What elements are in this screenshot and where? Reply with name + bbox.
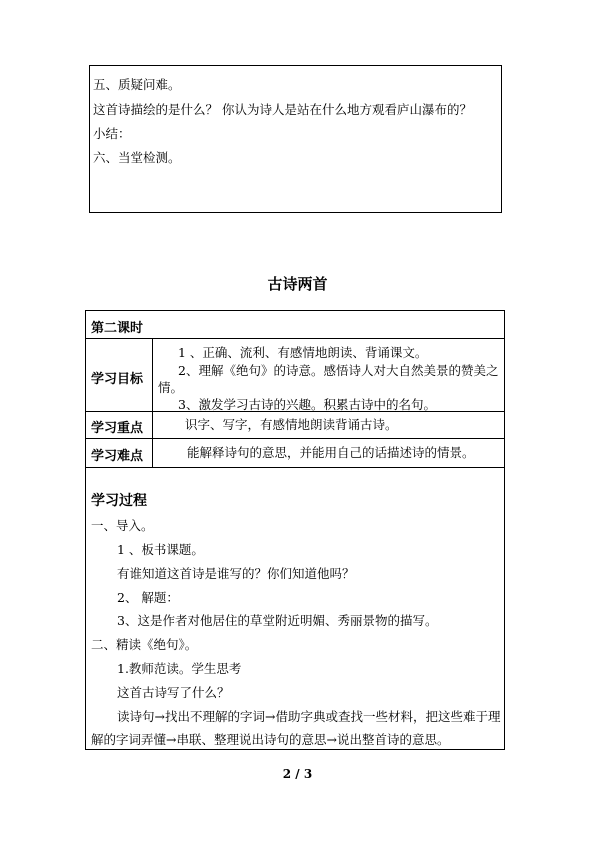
process-line: 3、这是作者对他居住的草堂附近明媚、秀丽景物的描写。 [117,613,438,628]
table-divider [85,467,505,468]
process-line: 2、 解题： [117,590,179,605]
process-line: 一、导入。 [91,518,154,533]
page-number: 2 / 3 [282,767,313,781]
process-line: 1.教师范读。学生思考 [117,661,242,676]
table-column-divider [152,338,153,467]
summary-label: 小结： [93,126,131,141]
difficulty-text: 能解释诗句的意思，并能用自己的话描述诗的情景。 [187,445,475,460]
goals-label: 学习目标 [91,372,144,387]
discussion-question: 这首诗描绘的是什么？ 你认为诗人是站在什么地方观看庐山瀑布的？ [93,102,472,117]
table-divider [85,338,505,339]
doubt-section-heading: 五、质疑问难。 [93,77,181,92]
difficulty-label: 学习难点 [91,449,144,464]
process-line: 有谁知道这首诗是谁写的？你们知道他吗？ [117,566,355,581]
table-divider [85,438,505,439]
process-line: 二、精读《绝句》。 [91,637,198,652]
lesson-period-header: 第二课时 [91,321,144,336]
goal-item: 情。 [158,380,184,395]
process-line: 1 、板书课题。 [117,542,204,557]
process-heading: 学习过程 [91,493,147,509]
process-line: 解的字词弄懂→串联、整理说出诗句的意思→说出整首诗的意思。 [91,732,450,747]
process-line: 读诗句→找出不理解的字词→借助字典或查找一些材料，把这些难于理 [117,709,501,724]
process-line: 这首古诗写了什么？ [117,685,230,700]
goal-item: 2、理解《绝句》的诗意。感悟诗人对大自然美景的赞美之 [178,363,499,378]
key-points-text: 识字、写字，有感情地朗读背诵古诗。 [185,417,398,432]
check-section-heading: 六、当堂检测。 [93,150,181,165]
page-title: 古诗两首 [267,275,328,293]
goal-item: 1 、正确、流利、有感情地朗读、背诵课文。 [178,345,428,360]
key-points-label: 学习重点 [91,421,144,436]
goal-item: 3、激发学习古诗的兴趣。积累古诗中的名句。 [178,397,436,412]
